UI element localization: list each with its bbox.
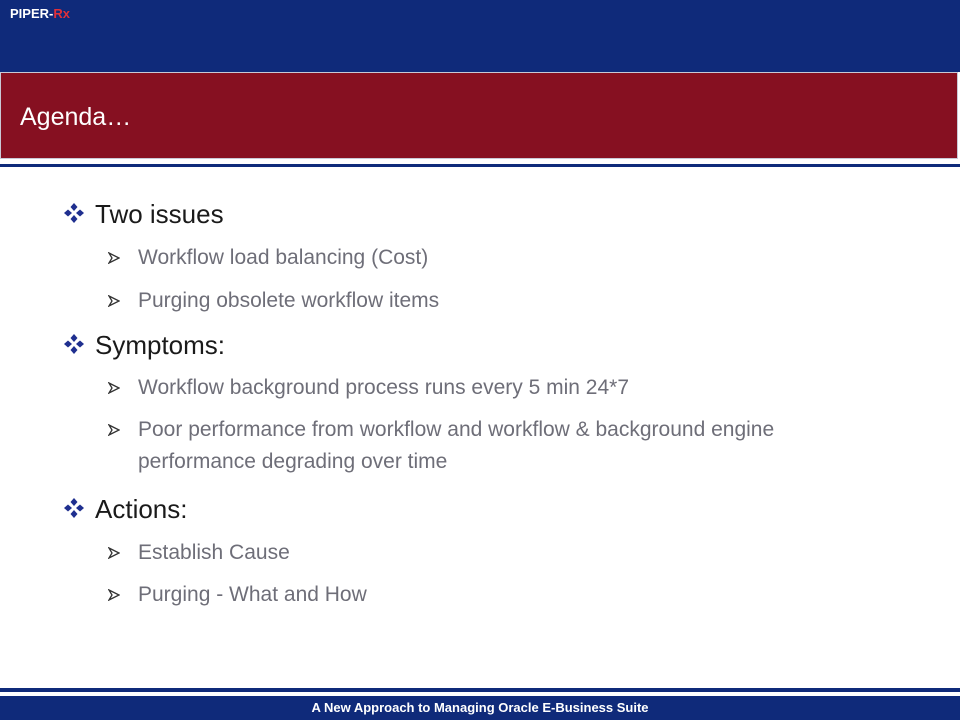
brand-logo	[10, 6, 70, 21]
list-item-text: Workflow background process runs every 5 min 24*7	[138, 376, 630, 399]
arrowhead-bullet-icon	[108, 547, 120, 559]
list-item-text: Purging - What and How	[138, 583, 367, 606]
list-item-text: Establish Cause	[138, 541, 290, 564]
section-label: Two issues	[95, 199, 224, 229]
footer-divider	[0, 688, 960, 692]
list-item-text: Workflow load balancing (Cost)	[138, 246, 429, 269]
arrowhead-bullet-icon	[108, 424, 120, 436]
header-band	[0, 0, 960, 72]
arrowhead-bullet-icon	[108, 252, 120, 264]
diamond-cluster-bullet-icon	[63, 202, 85, 224]
diamond-cluster-bullet-icon	[63, 497, 85, 519]
section-label: Symptoms:	[95, 330, 226, 360]
list-item-text: Poor performance from workflow and workflow & background engine performance degrading over time	[138, 418, 775, 473]
arrowhead-bullet-icon	[108, 382, 120, 394]
arrowhead-bullet-icon	[108, 295, 120, 307]
title-band	[0, 72, 958, 159]
slide-title: Agenda…	[20, 103, 132, 131]
diamond-cluster-bullet-icon	[63, 333, 85, 355]
footer-text: A New Approach to Managing Oracle E-Business Suite	[311, 700, 649, 715]
title-divider	[0, 164, 960, 167]
list-item-text: Purging obsolete workflow items	[138, 289, 440, 312]
brand-suffix: Rx	[53, 6, 70, 21]
arrowhead-bullet-icon	[108, 589, 120, 601]
brand-name: PIPER-	[10, 6, 54, 21]
section-label: Actions:	[95, 494, 188, 524]
